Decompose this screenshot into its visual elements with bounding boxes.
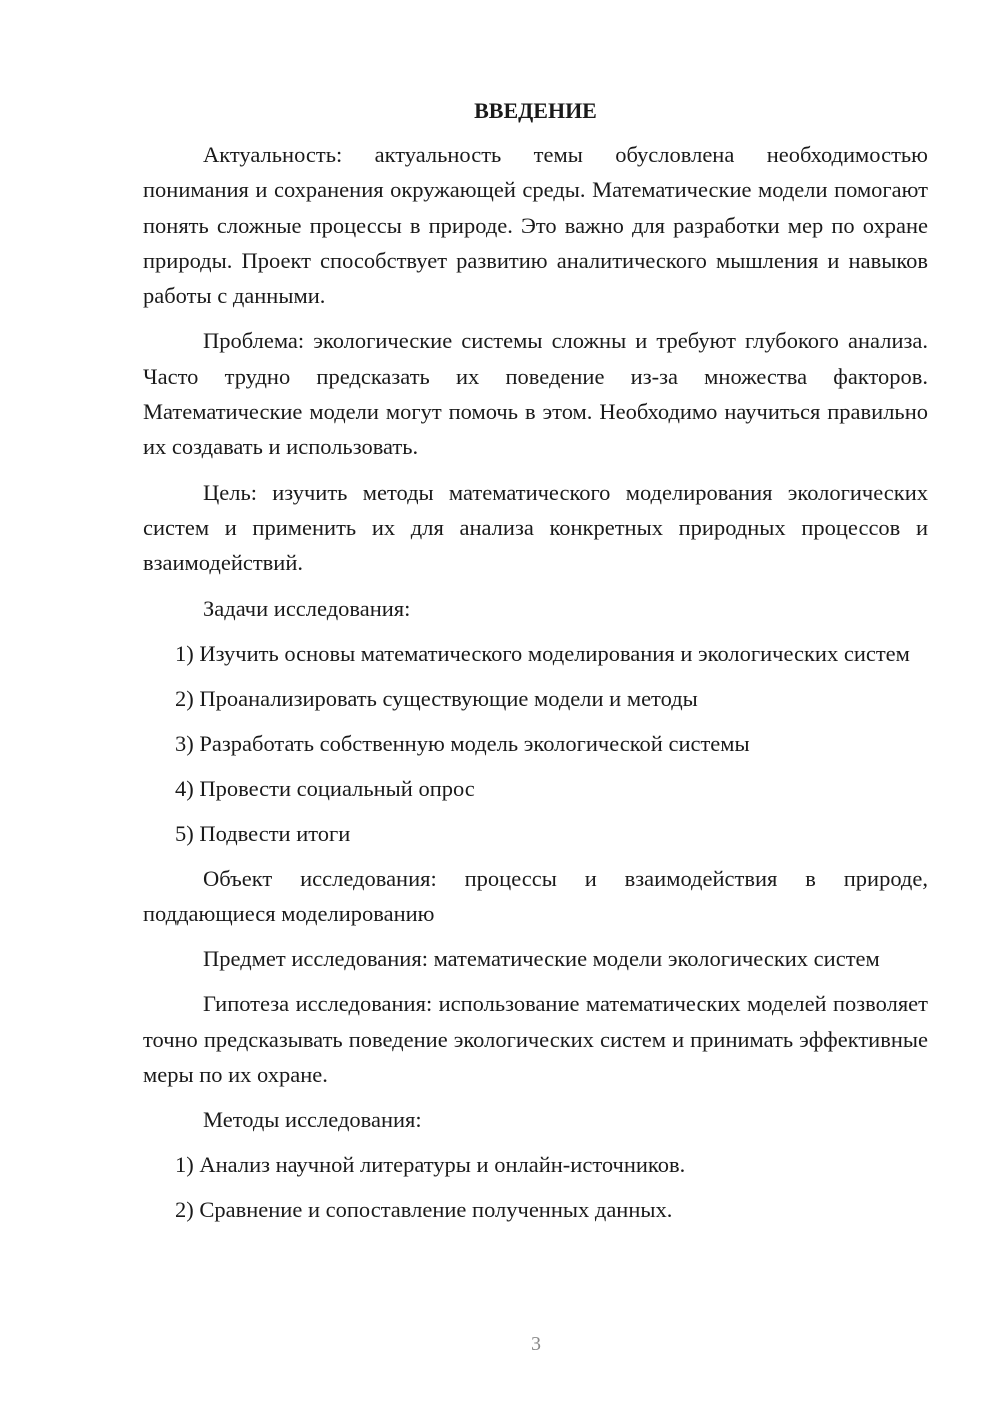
tasks-list xyxy=(143,636,928,851)
page-number: 3 xyxy=(531,1333,541,1355)
object-paragraph: Объект исследования: процессы и взаимодействия в природе, поддающиеся моделированию xyxy=(143,865,928,926)
method-item-1: 1) Анализ научной литературы и онлайн-источников. xyxy=(175,1152,686,1178)
goal-paragraph: Цель: изучить методы математического моделирования экологических систем и применить их для анализа конкретных природных процессов и взаимодействий. xyxy=(143,479,928,576)
task-item-2: 2) Проанализировать существующие модели и методы xyxy=(175,685,698,711)
task-item-1: 1) Изучить основы математического моделирования и экологических систем xyxy=(175,640,910,666)
methods-list xyxy=(143,1147,928,1227)
task-item-5: 5) Подвести итоги xyxy=(175,820,351,846)
task-item-4: 4) Провести социальный опрос xyxy=(175,775,475,801)
subject-paragraph: Предмет исследования: математические модели экологических систем xyxy=(203,946,880,972)
task-item-3: 3) Разработать собственную модель экологической системы xyxy=(175,730,750,756)
problem-paragraph: Проблема: экологические системы сложны и требуют глубокого анализа. Часто трудно предсказать их поведение из-за множества факторов. Математические модели могут помочь в этом. Необходимо научиться правильно их создавать и использовать. xyxy=(143,328,928,460)
page-content xyxy=(143,95,928,1237)
relevance-paragraph: Актуальность: актуальность темы обусловлена необходимостью понимания и сохранения окружающей среды. Математические модели помогают понять сложные процессы в природе. Это важно для разработки мер по охране природы. Проект способствует развитию аналитического мышления и навыков работы с данными. xyxy=(143,142,928,309)
method-item-2: 2) Сравнение и сопоставление полученных данных. xyxy=(175,1197,673,1223)
methods-heading: Методы исследования: xyxy=(203,1107,422,1133)
page-title: ВВЕДЕНИЕ xyxy=(474,98,597,123)
hypothesis-paragraph: Гипотеза исследования: использование математических моделей позволяет точно предсказывать поведение экологических систем и принимать эффективные меры по их охране. xyxy=(143,991,928,1088)
tasks-heading: Задачи исследования: xyxy=(203,595,411,621)
